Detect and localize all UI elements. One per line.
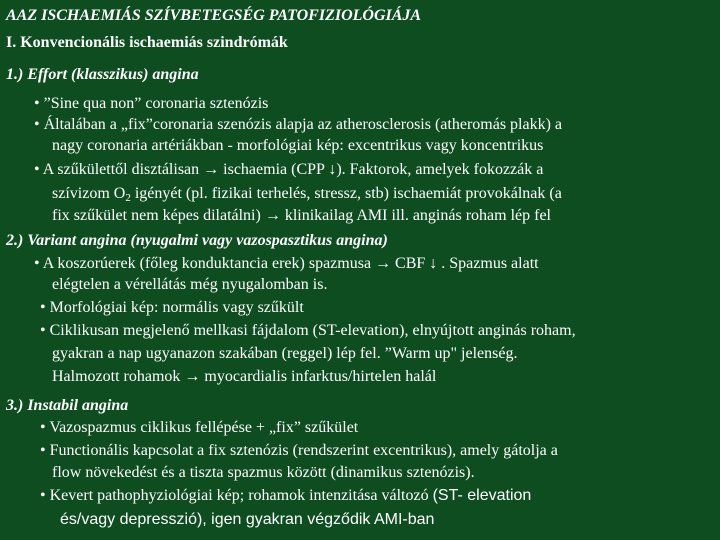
section-2-heading: 2.) Variant angina (nyugalmi vagy vazospasztikus angina) xyxy=(6,232,388,249)
section-1-bullet-2: • Általában a „fix”coronaria szenózis alapja az atherosclerosis (atheromás plakk) a xyxy=(34,116,563,133)
section-1-bullet-3: • A szűkülettől disztálisan → ischaemia (CPP ↓). Faktorok, amelyek fokozzák a xyxy=(34,161,544,178)
main-heading: I. Konvencionális ischaemiás szindrómák xyxy=(6,34,288,51)
section-2-bullet-3-cont: gyakran a nap ugyanazon szakában (reggel) lép fel. ”Warm up" jelenség. xyxy=(52,345,518,362)
section-2-bullet-1: • A koszorúerek (főleg konduktancia erek) spazmusa → CBF ↓ . Spazmus alatt xyxy=(34,255,539,272)
section-3-bullet-3 xyxy=(40,486,531,506)
o2-text: szívizom O xyxy=(52,185,126,202)
section-3-bullet-2-cont: flow növekedést és a tiszta spazmus között (dinamikus sztenózis). xyxy=(52,464,475,481)
section-1-heading: 1.) Effort (klasszikus) angina xyxy=(6,66,199,83)
section-2-bullet-2: • Morfológiai kép: normális vagy szűkült xyxy=(40,299,304,316)
section-1-bullet-3-cont xyxy=(52,184,562,204)
slide-title: AAZ ISCHAEMIÁS SZÍVBETEGSÉG PATOFIZIOLÓGIÁJA xyxy=(6,7,422,24)
o2-rest: igényét (pl. fizikai terhelés, stressz, stb) ischaemiát provokálnak (a xyxy=(130,185,562,202)
section-3-bullet-3-text: • Kevert pathophyziológiai kép; rohamok intenzitása változó xyxy=(40,487,433,504)
section-2-bullet-3: • Ciklikusan megjelenő mellkasi fájdalom (ST-elevation), elnyújtott anginás roham, xyxy=(40,322,576,339)
section-3-bullet-1: • Vazospazmus ciklikus fellépése + „fix” szűkület xyxy=(40,419,359,436)
o2-subscript: 2 xyxy=(125,192,131,204)
section-1-bullet-1: • ”Sine qua non” coronaria sztenózis xyxy=(34,95,269,112)
section-3-bullet-2: • Functionális kapcsolat a fix sztenózis (rendszerint excentrikus), amely gátolja a xyxy=(40,442,558,459)
st-elevation-text: (ST- elevation xyxy=(432,487,532,504)
section-2-bullet-1-cont: elégtelen a vérellátás még nyugalomban is. xyxy=(52,276,328,293)
section-3-heading: 3.) Instabil angina xyxy=(6,397,129,414)
section-3-bullet-3-cont: és/vagy depresszió), igen gyakran végződik AMI-ban xyxy=(60,511,435,528)
section-2-bullet-3-cont2: Halmozott rohamok → myocardialis infarktus/hirtelen halál xyxy=(52,368,437,385)
section-1-bullet-3-cont2: fix szűkület nem képes dilatálni) → klinikailag AMI ill. anginás roham lép fel xyxy=(52,207,551,224)
section-1-bullet-2-cont: nagy coronaria artériákban - morfológiai kép: excentrikus vagy koncentrikus xyxy=(52,137,544,154)
